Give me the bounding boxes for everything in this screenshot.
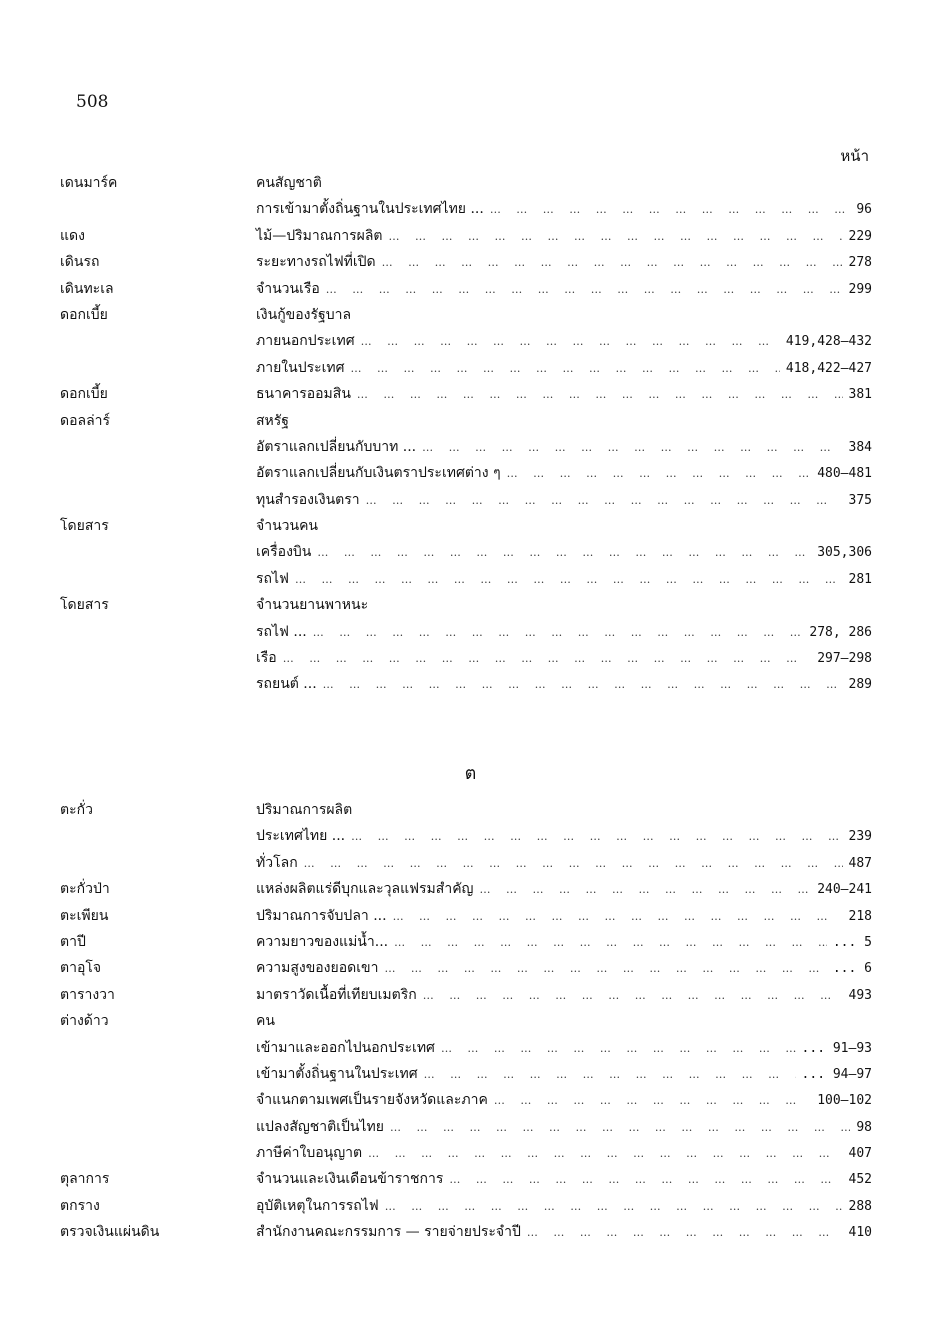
index-subentry (256, 1087, 872, 1113)
dot-leader (361, 329, 780, 355)
dot-leader (283, 646, 811, 672)
index-subentry (256, 381, 872, 407)
index-subentry (256, 592, 872, 618)
subentry-label: คน (256, 1013, 275, 1030)
index-term: ดอลล่าร์ (60, 412, 111, 429)
dot-leader (351, 356, 780, 382)
index-subentries (256, 223, 872, 249)
subentry-label: ประเทศไทย ... (256, 828, 346, 845)
index-term: เดินรถ (60, 254, 100, 271)
subentry-label: จำนวนเรือ (256, 280, 320, 297)
index-subentry (256, 645, 872, 671)
index-subentry (256, 513, 872, 539)
index-entry (60, 903, 872, 929)
index-subentries (256, 302, 872, 381)
index-entry (60, 1193, 872, 1219)
index-subentries (256, 249, 872, 275)
page-reference: 299 (848, 281, 872, 297)
index-subentry (256, 1035, 872, 1061)
dot-leader (423, 983, 843, 1009)
page-reference: 381 (848, 387, 872, 403)
index-term: ตะกั่ว (60, 802, 93, 818)
dot-leader (382, 250, 843, 276)
subentry-label: เครื่องบิน (256, 544, 312, 561)
subentry-label: ภายนอกประเทศ (256, 333, 355, 350)
dot-leader (317, 540, 811, 566)
subentry-label: มาตราวัดเนื้อที่เทียบเมตริก (256, 986, 417, 1003)
index-subentry (256, 249, 872, 275)
index-term: เดนมาร์ค (60, 175, 118, 191)
subentry-label: จำนวนและเงินเดือนข้าราชการ (256, 1171, 444, 1188)
index-entry (60, 797, 872, 876)
dot-leader (385, 1194, 843, 1220)
page-number: 508 (76, 92, 109, 112)
index-subentry (256, 170, 872, 196)
page-reference: 480—481 (817, 466, 872, 482)
index-subentry (256, 276, 872, 302)
index-term: ตกราง (60, 1197, 100, 1214)
subentry-label: เข้ามาตั้งถิ่นฐานในประเทศ (256, 1065, 418, 1082)
page-reference: 375 (848, 492, 872, 508)
index-subentry (256, 460, 872, 486)
index-subentry (256, 1219, 872, 1245)
dot-leader (394, 930, 827, 956)
index-subentries (256, 955, 872, 981)
index-subentry (256, 355, 872, 381)
subentry-label: อัตราแลกเปลี่ยนกับบาท ... (256, 438, 417, 455)
dot-leader (323, 672, 843, 698)
page-reference: 384 (848, 439, 872, 455)
index-subentry (256, 196, 872, 222)
index-subentries (256, 797, 872, 876)
subentry-label: ทุนสำรองเงินตรา (256, 491, 360, 508)
index-subentries (256, 929, 872, 955)
subentry-label: การเข้ามาตั้งถิ่นฐานในประเทศไทย ... (256, 201, 484, 218)
subentry-label: สหรัฐ (256, 412, 290, 429)
dot-leader (449, 1167, 842, 1193)
dot-leader (384, 956, 826, 982)
dot-leader (351, 824, 842, 850)
page-reference: 288 (848, 1198, 872, 1214)
subentry-label: ระยะทางรถไฟที่เปิด (256, 254, 376, 271)
index-term: เดินทะเล (60, 280, 114, 297)
page-reference: ... 91—93 (801, 1040, 872, 1056)
subentry-label: แหล่งผลิตแร่ดีบุกและวุลแฟรมสำคัญ (256, 881, 474, 898)
index-subentries (256, 170, 872, 223)
index-subentry (256, 823, 872, 849)
index-entry (60, 170, 872, 223)
index-entry (60, 223, 872, 249)
page-reference: 289 (848, 677, 872, 693)
subentry-label: จำนวนยานพาหนะ (256, 597, 369, 614)
subentry-label: ไม้—ปริมาณการผลิต (256, 227, 383, 244)
index-entry (60, 982, 872, 1008)
index-section-d (60, 170, 872, 698)
page-reference: 418,422—427 (785, 360, 872, 376)
index-entry (60, 955, 872, 981)
index-term: ตุลาการ (60, 1171, 110, 1188)
index-subentries (256, 1219, 872, 1245)
dot-leader (507, 461, 812, 487)
subentry-label: ภายในประเทศ (256, 359, 345, 376)
index-subentry (256, 797, 872, 823)
index-entry (60, 408, 872, 514)
index-entry (60, 302, 872, 381)
index-subentry (256, 619, 872, 645)
subentry-label: จำนวนคน (256, 518, 319, 535)
page-reference: 410 (848, 1225, 872, 1241)
index-subentries (256, 876, 872, 902)
index-entry (60, 276, 872, 302)
index-subentry (256, 328, 872, 354)
index-subentry (256, 1114, 872, 1140)
index-entry (60, 1166, 872, 1192)
dot-leader (422, 435, 842, 461)
index-entry (60, 876, 872, 902)
index-subentry (256, 671, 872, 697)
index-subentry (256, 539, 872, 565)
subentry-label: ธนาคารออมสิน (256, 386, 351, 403)
dot-leader (389, 224, 843, 250)
page-reference: 239 (848, 829, 872, 845)
subentry-label: เงินกู้ของรัฐบาล (256, 306, 352, 323)
index-entry (60, 1219, 872, 1245)
index-subentries (256, 1166, 872, 1192)
index-term: ดอกเบี้ย (60, 306, 108, 323)
dot-leader (357, 382, 843, 408)
index-entry (60, 381, 872, 407)
subentry-label: ความสูงของยอดเขา (256, 960, 379, 977)
subentry-label: เรือ (256, 650, 277, 667)
page-reference: 218 (848, 908, 872, 924)
subentry-label: ปริมาณการจับปลา ... (256, 907, 387, 924)
index-term: ตรวจเงินแผ่นดิน (60, 1224, 160, 1241)
index-entry (60, 1008, 872, 1166)
subentry-label: แปลงสัญชาติเป็นไทย (256, 1118, 384, 1135)
index-subentries (256, 408, 872, 514)
dot-leader (490, 197, 851, 223)
index-entry (60, 513, 872, 592)
subentry-label: คนสัญชาติ (256, 175, 322, 191)
subentry-label: ปริมาณการผลิต (256, 802, 353, 818)
index-subentry (256, 1008, 872, 1034)
index-term: ตะเพียน (60, 907, 109, 924)
subentry-label: อัตราแลกเปลี่ยนกับเงินตราประเทศต่าง ๆ (256, 465, 501, 482)
index-subentry (256, 434, 872, 460)
page-reference: 493 (848, 987, 872, 1003)
subentry-label: จำแนกตามเพศเป็นรายจังหวัดและภาค (256, 1092, 488, 1109)
dot-leader (393, 904, 843, 930)
dot-leader (390, 1115, 850, 1141)
index-term: โดยสาร (60, 518, 109, 535)
page-reference: 452 (848, 1172, 872, 1188)
page-reference: 278 (848, 255, 872, 271)
index-subentry (256, 1193, 872, 1219)
index-term: ตารางวา (60, 986, 115, 1003)
page-column-header: หน้า (840, 147, 869, 165)
page-reference: 419,428—432 (785, 334, 872, 350)
dot-leader (366, 488, 843, 514)
page-reference: 297—298 (817, 651, 872, 667)
page-reference: 407 (848, 1146, 872, 1162)
index-subentry (256, 929, 872, 955)
subentry-label: ความยาวของแม่น้ำ... (256, 933, 389, 950)
dot-leader (441, 1036, 796, 1062)
index-term: โดยสาร (60, 597, 109, 614)
index-subentry (256, 876, 872, 902)
index-subentries (256, 513, 872, 592)
index-subentries (256, 276, 872, 302)
subentry-label: อุบัติเหตุในการรถไฟ (256, 1197, 379, 1214)
subentry-label: เข้ามาและออกไปนอกประเทศ (256, 1039, 435, 1056)
page-reference: ... 94—97 (801, 1066, 872, 1082)
letter-heading: ต (464, 763, 477, 784)
index-subentries (256, 1193, 872, 1219)
index-subentries (256, 982, 872, 1008)
dot-leader (494, 1088, 811, 1114)
index-subentry (256, 955, 872, 981)
dot-leader (368, 1141, 842, 1167)
subentry-label: รถไฟ ... (256, 623, 307, 640)
index-subentry (256, 223, 872, 249)
dot-leader (295, 567, 843, 593)
index-subentries (256, 1008, 872, 1166)
dot-leader (480, 877, 812, 903)
dot-leader (326, 277, 843, 303)
index-subentry (256, 903, 872, 929)
index-subentries (256, 592, 872, 698)
page-reference: 487 (848, 855, 872, 871)
index-subentry (256, 408, 872, 434)
page-reference: 278, 286 (809, 624, 872, 640)
index-term: แดง (60, 227, 85, 244)
index-subentry (256, 566, 872, 592)
subentry-label: รถยนต์ ... (256, 676, 317, 693)
page-reference: 229 (848, 228, 872, 244)
page-reference: 305,306 (817, 545, 872, 561)
index-entry (60, 249, 872, 275)
index-subentry (256, 850, 872, 876)
index-subentry (256, 302, 872, 328)
page-reference: 100—102 (817, 1093, 872, 1109)
index-term: ต่างด้าว (60, 1013, 109, 1030)
index-subentry (256, 1166, 872, 1192)
page-reference: 281 (848, 571, 872, 587)
subentry-label: สำนักงานคณะกรรมการ — รายจ่ายประจำปี (256, 1224, 521, 1241)
dot-leader (313, 620, 804, 646)
dot-leader (527, 1220, 843, 1246)
index-subentry (256, 487, 872, 513)
index-term: ตาปี (60, 933, 86, 950)
dot-leader (304, 851, 843, 877)
index-term: ตะกั่วป่า (60, 881, 110, 898)
index-section-t (60, 797, 872, 1246)
index-subentry (256, 982, 872, 1008)
index-subentries (256, 381, 872, 407)
dot-leader (424, 1062, 796, 1088)
page-reference: 96 (856, 202, 872, 218)
page-reference: ... 6 (832, 961, 872, 977)
index-term: ตาอุโจ (60, 960, 102, 977)
index-term: ดอกเบี้ย (60, 386, 108, 403)
index-subentry (256, 1140, 872, 1166)
index-entry (60, 929, 872, 955)
page-reference: 98 (856, 1119, 872, 1135)
page-reference: 240—241 (817, 882, 872, 898)
index-entry (60, 592, 872, 698)
index-subentry (256, 1061, 872, 1087)
index-subentries (256, 903, 872, 929)
page-reference: ... 5 (832, 934, 872, 950)
subentry-label: รถไฟ (256, 570, 289, 587)
subentry-label: ทั่วโลก (256, 854, 298, 871)
subentry-label: ภาษีค่าใบอนุญาต (256, 1145, 363, 1162)
